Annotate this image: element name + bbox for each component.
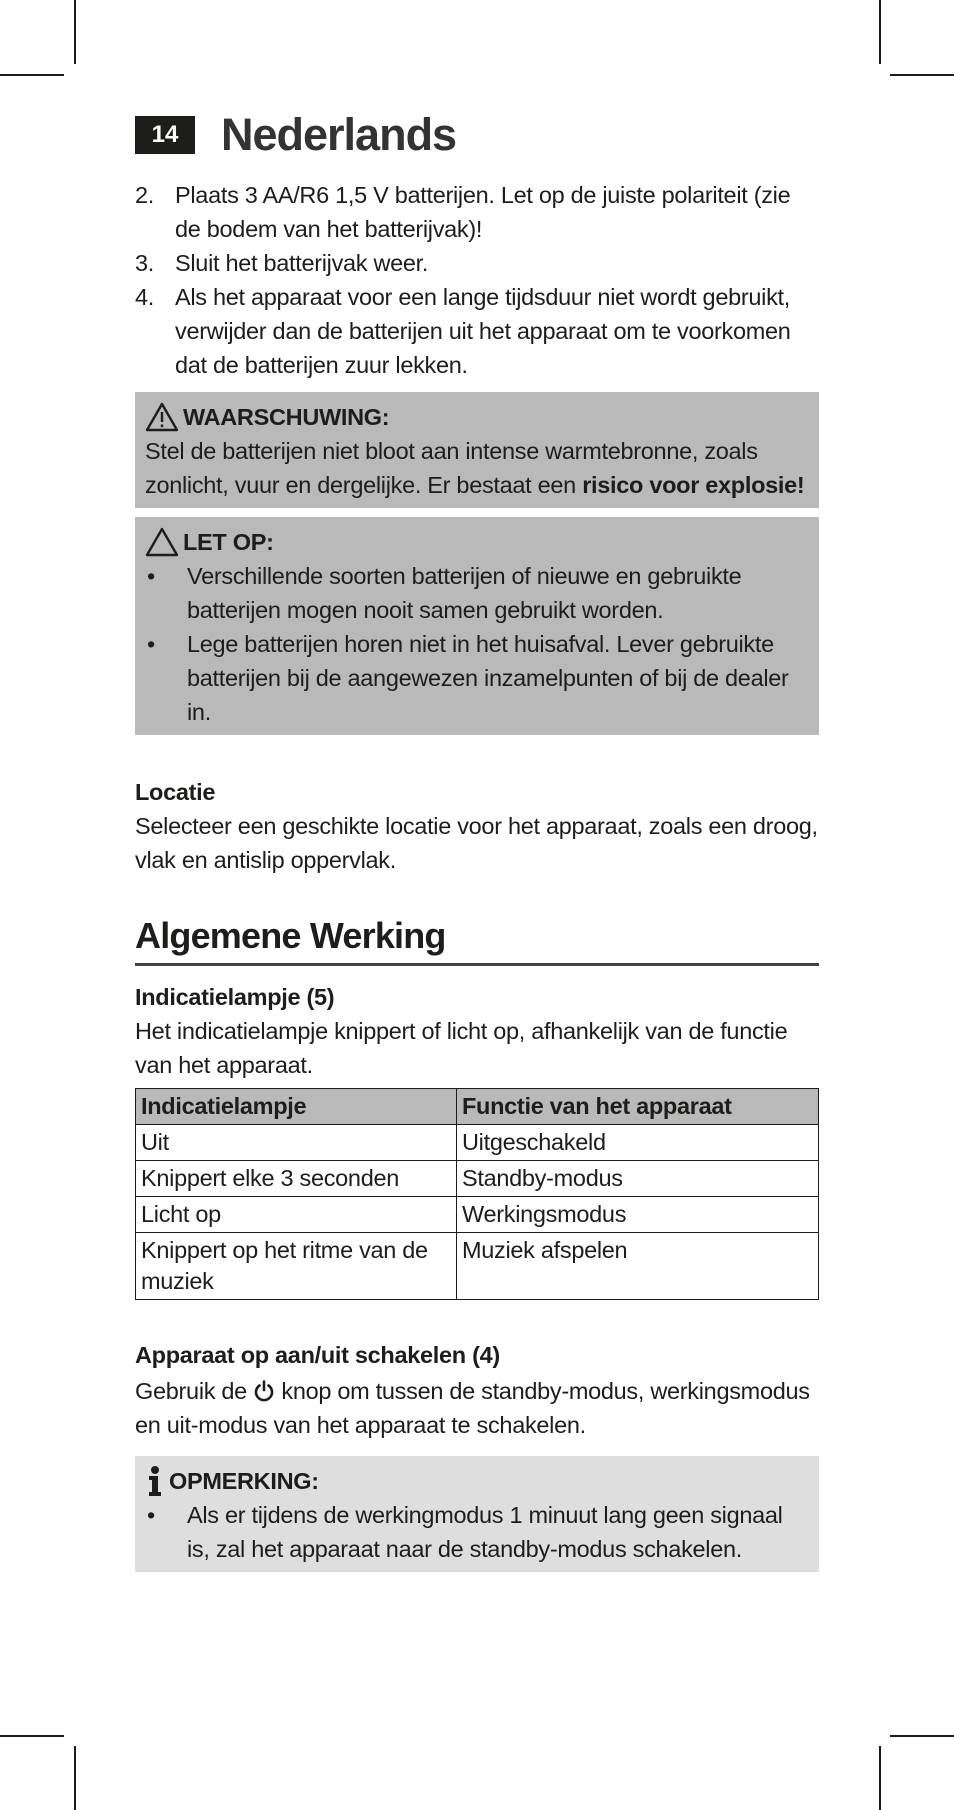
- crop-mark: [0, 1735, 64, 1737]
- crop-mark: [890, 74, 954, 76]
- location-heading: Locatie: [135, 779, 216, 805]
- step-text: Plaats 3 AA/R6 1,5 V batterijen. Let op de juiste polariteit (zie de bodem van het batterijvak)!: [175, 182, 791, 242]
- table-cell: Knippert op het ritme van de muziek: [136, 1233, 457, 1300]
- table-cell: Licht op: [136, 1197, 457, 1233]
- indicator-table: [135, 1088, 819, 1300]
- table-header: Functie van het apparaat: [457, 1089, 819, 1125]
- list-item: [145, 627, 809, 729]
- table-row: [136, 1125, 819, 1161]
- list-item: [145, 559, 809, 627]
- power-text-before: Gebruik de: [135, 1378, 254, 1404]
- table-row: [136, 1197, 819, 1233]
- page-content: [135, 108, 819, 1572]
- step-number: 3.: [135, 250, 154, 276]
- page-header: [135, 108, 819, 162]
- power-heading: Apparaat op aan/uit schakelen (4): [135, 1342, 500, 1368]
- table-row: [136, 1233, 819, 1300]
- table-header: Indicatielampje: [136, 1089, 457, 1125]
- step-text: Sluit het batterijvak weer.: [175, 250, 429, 276]
- warning-emphasis: risico voor explosie!: [582, 472, 805, 498]
- bullet: •: [147, 631, 155, 657]
- info-icon: [145, 1465, 165, 1497]
- bullet-text: Lege batterijen horen niet in het huisafval. Lever gebruikte batterijen bij de aangewezen inzamelpunten of bij de dealer in.: [187, 631, 789, 725]
- caution-title: [145, 525, 809, 559]
- table-cell: Knippert elke 3 seconden: [136, 1161, 457, 1197]
- table-cell: Uit: [136, 1125, 457, 1161]
- steps-list: [135, 178, 819, 382]
- note-list: [145, 1498, 809, 1566]
- list-item: [135, 280, 819, 382]
- crop-mark: [74, 1746, 76, 1810]
- section-title: Algemene Werking: [135, 915, 819, 966]
- page-language-title: Nederlands: [221, 109, 457, 160]
- step-text: Als het apparaat voor een lange tijdsduur niet wordt gebruikt, verwijder dan de batterijen uit het apparaat om te voorkomen dat de batterijen zuur lekken.: [175, 284, 791, 378]
- caution-box: [135, 517, 819, 735]
- table-cell: Uitgeschakeld: [457, 1125, 819, 1161]
- warning-title: [145, 400, 809, 434]
- location-text: Selecteer een geschikte locatie voor het apparaat, zoals een droog, vlak en antislip oppervlak.: [135, 813, 818, 873]
- table-header-row: [136, 1089, 819, 1125]
- list-item: [135, 246, 819, 280]
- crop-mark: [879, 1746, 881, 1810]
- step-number: 2.: [135, 182, 154, 208]
- caution-title-text: LET OP:: [183, 529, 274, 555]
- table-cell: Muziek afspelen: [457, 1233, 819, 1300]
- list-item: [145, 1498, 809, 1566]
- caution-triangle-icon: [145, 527, 179, 557]
- indicator-heading: Indicatielampje (5): [135, 984, 335, 1010]
- warning-triangle-icon: [145, 402, 179, 432]
- warning-box: [135, 392, 819, 508]
- caution-list: [145, 559, 809, 729]
- bullet-text: Verschillende soorten batterijen of nieuwe en gebruikte batterijen mogen nooit samen gebruikt worden.: [187, 563, 742, 623]
- power-text: [135, 1374, 819, 1442]
- step-number: 4.: [135, 284, 154, 310]
- power-icon: [253, 1380, 275, 1402]
- list-item: [135, 178, 819, 246]
- bullet: •: [147, 1502, 155, 1528]
- note-title-text: OPMERKING:: [169, 1468, 319, 1494]
- table-cell: Standby-modus: [457, 1161, 819, 1197]
- bullet: •: [147, 563, 155, 589]
- warning-text: [145, 434, 809, 502]
- note-title: [145, 1464, 809, 1498]
- warning-body: Stel de batterijen niet bloot aan intense warmtebronne, zoals zonlicht, vuur en dergelijke. Er bestaat een: [145, 438, 758, 498]
- page-number: 14: [135, 116, 195, 154]
- crop-mark: [0, 74, 64, 76]
- table-row: [136, 1161, 819, 1197]
- note-box: [135, 1456, 819, 1572]
- warning-title-text: WAARSCHUWING:: [183, 404, 390, 430]
- indicator-text: Het indicatielampje knippert of licht op, afhankelijk van de functie van het apparaat.: [135, 1018, 788, 1078]
- table-cell: Werkingsmodus: [457, 1197, 819, 1233]
- power-text-after: knop om tussen de standby-modus, werkingsmodus en uit-modus van het apparaat te schakelen.: [135, 1378, 810, 1438]
- bullet-text: Als er tijdens de werkingmodus 1 minuut lang geen signaal is, zal het apparaat naar de standby-modus schakelen.: [187, 1502, 783, 1562]
- crop-mark: [74, 0, 76, 64]
- crop-mark: [879, 0, 881, 64]
- crop-mark: [890, 1735, 954, 1737]
